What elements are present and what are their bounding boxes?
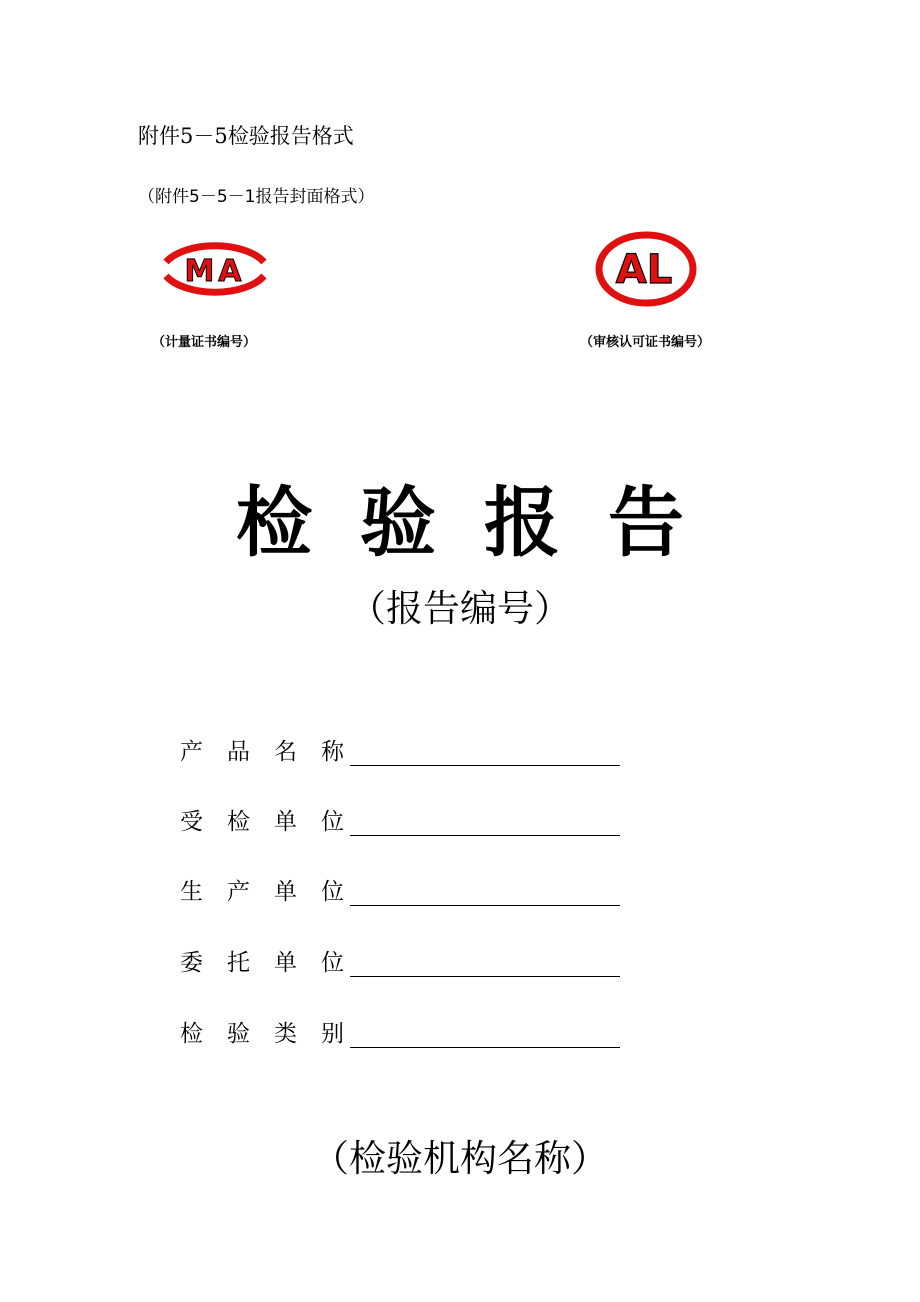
fill-line[interactable] bbox=[350, 735, 620, 766]
inspection-organization-name: （检验机构名称） bbox=[312, 1137, 608, 1180]
al-logo-text: AL bbox=[615, 247, 673, 293]
field-inspection-type bbox=[180, 1008, 620, 1048]
report-number: （报告编号） bbox=[349, 587, 571, 630]
field-inspected-unit bbox=[180, 796, 620, 836]
field-product-name bbox=[180, 726, 620, 766]
ma-cert-caption: （计量证书编号） bbox=[152, 335, 257, 350]
attachment-title: 附件5－5检验报告格式 bbox=[138, 124, 354, 148]
al-cert-caption: （审核认可证书编号） bbox=[580, 335, 711, 350]
fill-line[interactable] bbox=[350, 1017, 620, 1048]
al-logo bbox=[594, 230, 698, 308]
field-label: 受检单位 bbox=[180, 809, 368, 835]
field-label: 生产单位 bbox=[180, 879, 368, 905]
field-label: 委托单位 bbox=[180, 950, 368, 976]
field-label: 产品名称 bbox=[180, 739, 368, 765]
field-client-unit bbox=[180, 937, 620, 977]
field-label: 检验类别 bbox=[180, 1021, 368, 1047]
ma-logo-text: MA bbox=[184, 254, 246, 289]
fill-line[interactable] bbox=[350, 805, 620, 836]
report-title: 检验报告 bbox=[236, 478, 732, 567]
ma-logo bbox=[160, 240, 270, 298]
fill-line[interactable] bbox=[350, 946, 620, 977]
field-manufacturer bbox=[180, 866, 620, 906]
fill-line[interactable] bbox=[350, 875, 620, 906]
attachment-subtitle: （附件5－5－1报告封面格式） bbox=[138, 187, 375, 207]
